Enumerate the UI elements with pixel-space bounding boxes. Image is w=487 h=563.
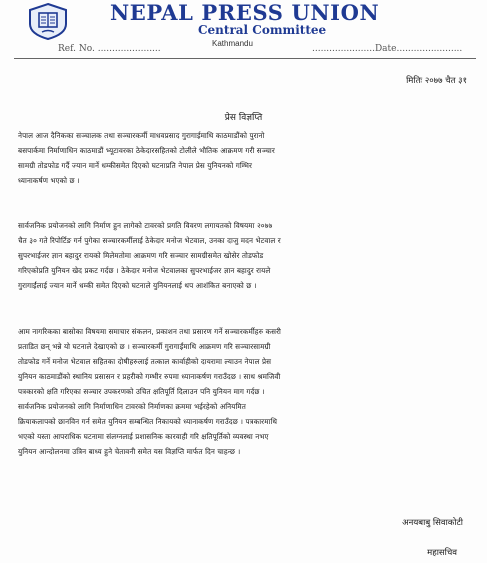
header-divider [14,58,476,59]
paragraph-line: भएको यस्ता आपराधिक घटनामा संलग्नलाई प्रशासनिक कारवाही गरि क्षतिपूर्तिको व्यवस्था नभए [18,432,269,441]
city: Kathmandu [212,39,253,48]
paragraph-line: नेपाल आज दैनिकका सञ्चालक तथा सञ्चारकर्मी माधवप्रसाद गुरागाईमाथि काठमाडौंको पुरानो [18,131,265,140]
press-union-emblem-icon [26,2,70,40]
paragraph-line: चैत ३० गते रिपोर्टिङ गर्न पुगेका सञ्चारकर्मीलाई ठेकेदार मनोज भेटवाल, उनका दाजु मदन भेटवाल र [18,236,281,245]
paragraph-line: सार्वजनिक प्रयोजनको लागि निर्माण हुन लागेको टावरको प्रगति विवरण लगायतको विषयमा २०७७ [18,221,273,230]
paragraph-1 [18,128,470,188]
paragraph-2 [18,218,470,293]
paragraph-line: गुरागाईंलाई ज्यान मार्ने धम्की समेत दिएको घटनाले युनियनलाई थप आशंकित बनाएको छ । [18,281,257,290]
org-name: NEPAL PRESS UNION [110,0,380,25]
paragraph-line: पत्रकारको क्षति गरिएका सञ्चार उपकरणको उचित क्षतिपूर्ति दिलाउन पनि युनियन माग गर्दछ । [18,387,265,396]
paragraph-line: सुपरभाईजर ज्ञान बहादुर रायको मिलेमतोमा आक्रमण गरि सञ्चार सामग्रीसमेत खोसेर तोडफोड [18,251,264,260]
paragraph-line: प्रताडित छन् भन्ने यो घटनाले देखाएको छ । सञ्चारकर्मी गुरागाईंमाथि आक्रमण गरि सञ्चारसामग्री [18,342,271,351]
page-title: प्रेस विज्ञप्ति [224,113,263,123]
letterhead [0,0,487,58]
paragraph-line: सार्वजनिक प्रयोजनको लागि निर्माणाधिन टावरको निर्माणका क्रममा भईरहेको अनियमित [18,402,246,411]
paragraph-line: युनियन आन्दोलनमा उत्रिन बाध्य हुने चेतावनी समेत यस विज्ञप्ति मार्फत दिन चाहन्छ । [18,447,241,456]
ref-no-label: Ref. No. ...................... [58,44,161,54]
date-label: ......................Date....................... [312,44,463,54]
paragraph-line: आम नागरिकका बासोका विषयमा समाचार संकलन, प्रकाशन तथा प्रसारण गर्ने सञ्चारकर्मीहरु कसरी [18,327,281,336]
paragraph-line: सामग्री तोडफोड गर्दै ज्यान मार्ने धम्कीसमेत दिएको घटनाप्रति नेपाल प्रेस युनियनको गम्भिर [18,161,253,170]
paragraph-line: क्रियाकलापको छानविन गर्न समेत युनियन सम्बन्धित निकायको ध्यानाकर्षण गराउँदछ । पत्रकारमाथि [18,417,278,426]
paragraph-line: युनियन काठमाडौंको स्थानिय प्रसासन र प्रहरीको गम्भीर रुपमा ध्यानाकर्षण गराउँदछ । साथ श्रमजिवी [18,372,281,381]
paragraph-3 [18,324,470,459]
paragraph-line: बसपार्कमा निर्माणाधिन काठमाडौं भ्यूटावरका ठेकेदारसहितको टोलीले भौतिक आक्रमण गरी सञ्चार [18,146,275,155]
paragraph-line: तोडफोड गर्ने मनोज भेटवाल सहितका दोषीहरुलाई तत्काल कार्वाहीको दायरामा ल्याउन नेपाल प्रेस [18,357,272,366]
paragraph-line: ध्यानाकर्षण भएको छ । [18,176,80,185]
paragraph-line: गरिएकोप्रति युनियन खेद प्रकट गर्दछ । ठेकेदार मनोज भेटवालका सुपरभाईजर ज्ञान बहादुर रायले [18,266,271,275]
signer-name: अनयबाबु सिवाकोटी [402,518,463,528]
committee-name: Central Committee [198,23,327,37]
signer-title: महासचिव [427,548,457,558]
document-date: मितिः २०७७ चैत ३१ [406,76,467,86]
